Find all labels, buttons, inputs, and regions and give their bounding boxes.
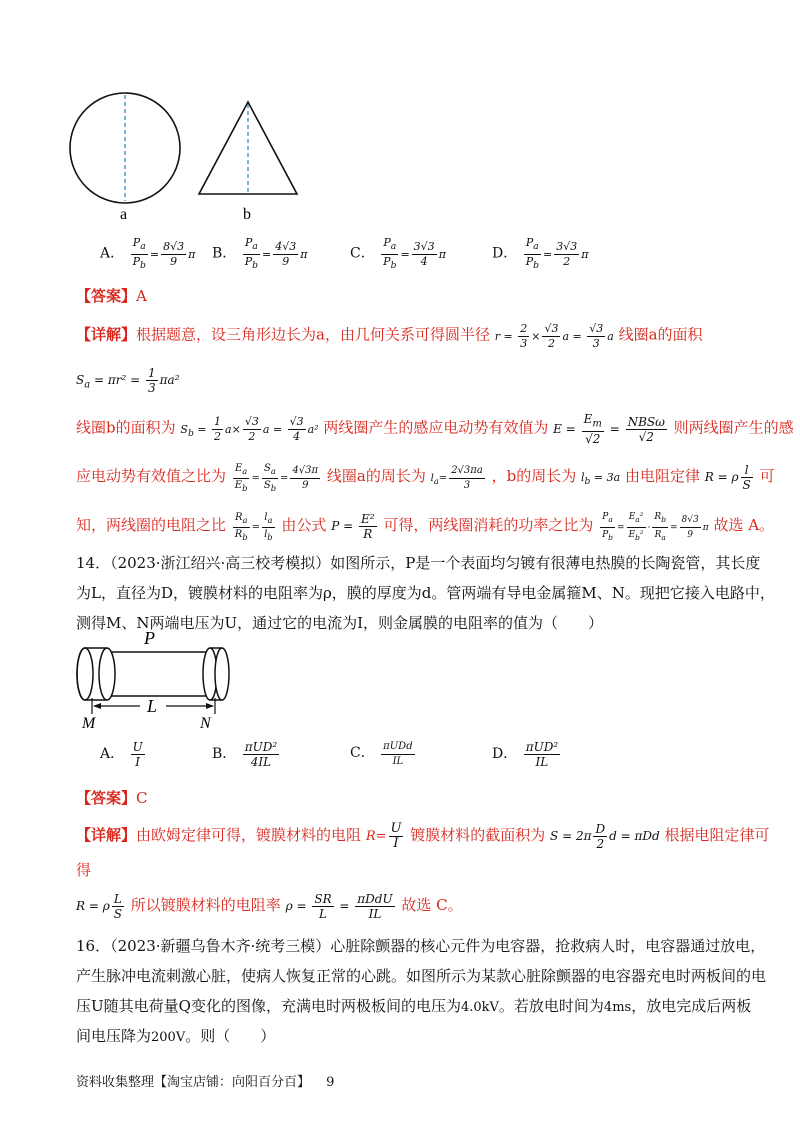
q14-option-c: C． $\frac{\text{πUDd}}{IL}$ — [350, 741, 413, 767]
q14-detail-line2: 得 — [76, 861, 92, 879]
q13-option-c: C． $\frac{P_a}{P_b}$ = $\frac{3√3}{4}$ π — [350, 236, 446, 272]
q14-option-d: D． $\frac{\text{πUD²}}{IL}$ — [492, 740, 559, 769]
q16-line3: 压U随其电荷量Q变化的图像，充满电时两极板间的电压为4.0kV。若放电时间为4ms，放电完成后两板 — [76, 997, 752, 1015]
q13-option-a: A． $\frac{P_a}{P_b}$ = $\frac{8√3}{9}$ π — [100, 236, 196, 272]
q16-line4: 间电压降为200V。则（ ） — [76, 1027, 276, 1045]
q13-detail-line1: 【详解】根据题意，设三角形边长为a，由几何关系可得圆半径 r = $\frac{2}{3}$ × $\frac{√3}{2}$ a = $\frac{√3}{3}$ a 线圈a的面积 — [76, 322, 703, 350]
q13-detail-line3: 线圈b的面积为 $S_b$ = $\frac{1}{2}$ a× $\frac{√3}{2}$ a = $\frac{√3}{4}$ a² 两线圈产生的感应电动势有效值为 E = $\frac{E_m}{√2}$ = $\frac{\text{NBSω}}{√2}$ 则两线圈产生的感 — [76, 412, 794, 447]
q14-line1: 14．（2023·浙江绍兴·高三校考模拟）如图所示，P是一个表面均匀镀有很薄电热膜的长陶瓷管，其长度 — [76, 554, 761, 572]
label-P: P — [144, 628, 155, 648]
q13-answer: 【答案】A — [76, 287, 147, 305]
label-L: L — [147, 696, 158, 716]
q13-option-d: D． $\frac{P_a}{P_b}$ = $\frac{3√3}{2}$ π — [492, 236, 589, 272]
q14-answer: 【答案】C — [76, 789, 148, 807]
q14-option-a: A． $\frac{U}{I}$ — [100, 740, 143, 769]
q13-formula-sa: $S_a = \pi r^2$ = $\frac{1}{3}$ πa² — [76, 366, 180, 395]
q13-detail-line4: 应电动势有效值之比为 $\frac{E_a}{E_b}$ = $\frac{S_a}{S_b}$ = $\frac{4√3\pi}{9}$ 线圈a的周长为 $l_a=$ $\frac{2√3\pi a}{3}$ ，b的周长为 $l_b = 3a$ 由电阻定律 R = ρ $\frac{l}{S}$ 可 — [76, 463, 775, 493]
q14-detail-line3: R = ρ $\frac{L}{S}$ 所以镀膜材料的电阻率 ρ = $\frac{SR}{L}$ = $\frac{\text{πDdU}}{IL}$ 故选 C。 — [76, 892, 463, 921]
q14-option-b: B． $\frac{\text{πUD²}}{4IL}$ — [212, 740, 278, 769]
page-number: 9 — [326, 1075, 335, 1090]
label-N: N — [200, 715, 211, 732]
figure-circle-triangle — [60, 90, 320, 225]
q16-line2: 产生脉冲电流刺激心脏，使病人恢复正常的心跳。如图所示为某款心脏除颤器的电容器充电时两板间的电 — [76, 967, 767, 985]
q14-line3: 测得M、N两端电压为U，通过它的电流为I，则金属膜的电阻率的值为（ ） — [76, 614, 604, 632]
q14-line2: 为L，直径为D，镀膜材料的电阻率为ρ，膜的厚度为d。管两端有导电金属箍M、N。现把它接入电路中， — [76, 584, 775, 602]
figure-ceramic-tube — [70, 626, 240, 732]
footer-text: 资料收集整理【淘宝店铺：向阳百分百】 — [76, 1075, 311, 1090]
footer — [76, 1071, 334, 1090]
label-a: a — [120, 206, 128, 223]
q14-detail-line1: 【详解】由欧姆定律可得，镀膜材料的电阻 R= $\frac{U}{I}$ 镀膜材料的截面积为 S = 2π $\frac{D}{2}$ d = πDd 根据电阻定律可 — [76, 821, 770, 851]
q13-option-b: B． $\frac{P_a}{P_b}$ = $\frac{4√3}{9}$ π — [212, 236, 308, 272]
q13-detail-line5: 知，两线圈的电阻之比 $\frac{R_a}{R_b}$ = $\frac{l_a}{l_b}$ 由公式 P = $\frac{\text{E²}}{R}$ 可得，两线圈消耗的功率之比为 $\frac{P_a}{P_b}$ = $\frac{E_a^2}{E_b^2}$ · $\frac{R_b}{R_a}$ = $\frac{8√3}{9}$ π 故选 A。 — [76, 511, 775, 542]
q16-line1: 16．（2023·新疆乌鲁木齐·统考三模）心脏除颤器的核心元件为电容器，抢救病人时，电容器通过放电， — [76, 937, 766, 955]
label-M: M — [82, 715, 96, 732]
label-b: b — [243, 206, 251, 223]
